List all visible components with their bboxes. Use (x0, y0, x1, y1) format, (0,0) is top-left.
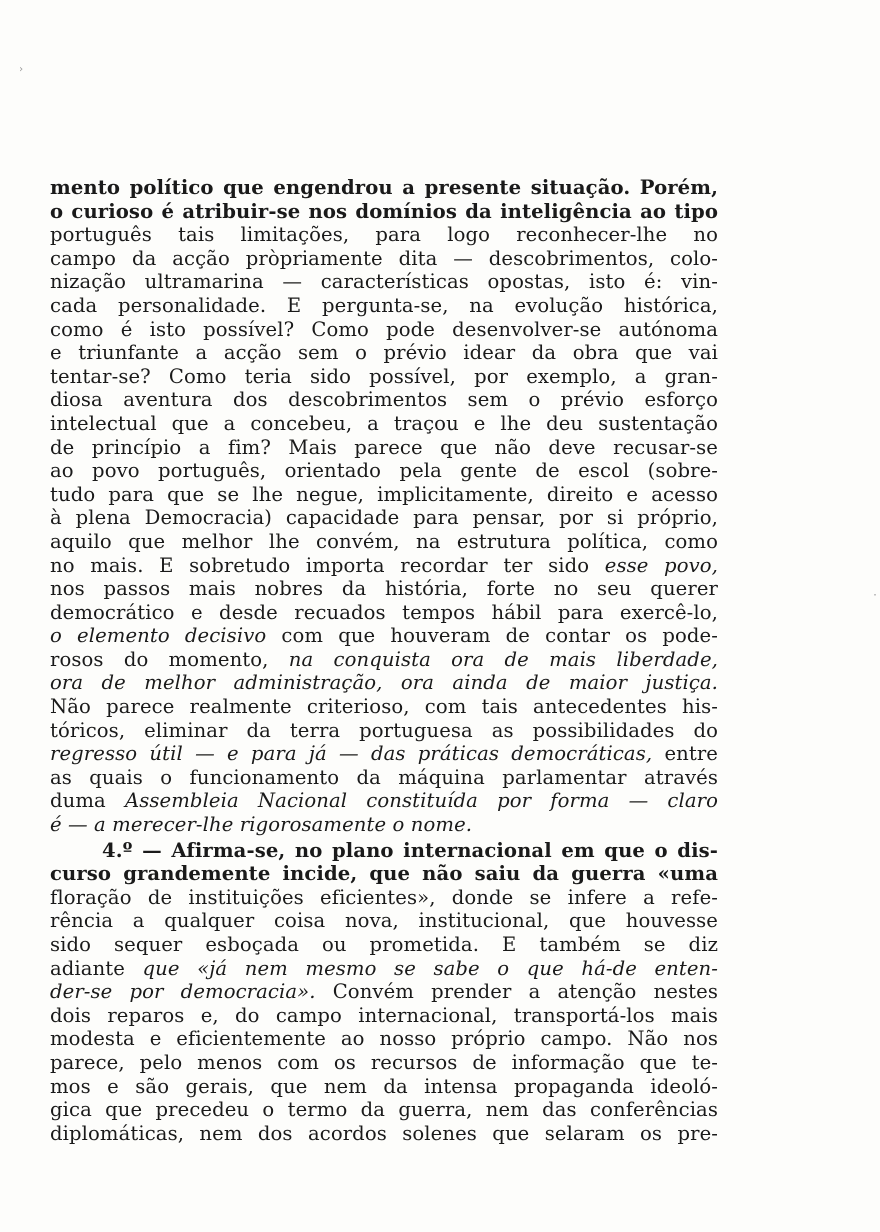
text-line: mos e são gerais, que nem da intensa propaganda ideoló- (50, 1074, 718, 1098)
text-span: com que houveram de contar os pode- (281, 624, 718, 648)
text-line: ao povo português, orientado pela gente de escol (sobre- (50, 459, 718, 483)
text-span: Convém prender a atenção nestes (332, 980, 718, 1004)
text-line: português tais limitações, para logo reconhecer-lhe no (50, 223, 718, 247)
body-text (50, 176, 718, 1145)
text-line: modesta e eficientemente ao nosso próprio campo. Não nos (50, 1027, 718, 1051)
text-line: Não parece realmente criterioso, com tais antecedentes his- (50, 695, 718, 719)
text-line: diplomáticas, nem dos acordos solenes que selaram os pre- (50, 1121, 718, 1145)
italic-span: que «já nem mesmo se sabe o que há-de enten- (142, 956, 718, 980)
text-line: campo da acção pròpriamente dita — descobrimentos, colo- (50, 246, 718, 270)
text-line: democrático e desde recuados tempos hábil para exercê-lo, (50, 600, 718, 624)
text-line: rência a qualquer coisa nova, institucional, que houvesse (50, 909, 718, 933)
text-line (50, 648, 718, 672)
text-line: intelectual que a concebeu, a traçou e lhe deu sustentação (50, 411, 718, 435)
text-line (50, 813, 718, 837)
section-number: 4.º — (102, 838, 162, 862)
text-line (50, 957, 718, 981)
text-line: curso grandemente incide, que não saiu da guerra «uma (50, 862, 718, 886)
text-line: cada personalidade. E pergunta-se, na evolução histórica, (50, 293, 718, 317)
text-line: nização ultramarina — características opostas, isto é: vin- (50, 270, 718, 294)
italic-span: der-se por democracia». (50, 980, 316, 1004)
text-line: parece, pelo menos com os recursos de informação que te- (50, 1050, 718, 1074)
text-line: dois reparos e, do campo internacional, transportá-los mais (50, 1003, 718, 1027)
text-line: sido sequer esboçada ou prometida. E também se diz (50, 933, 718, 956)
italic-span: esse povo, (604, 553, 718, 577)
text-line: e triunfante a acção sem o prévio idear da obra que vai (50, 341, 718, 365)
text-span: duma (50, 789, 106, 813)
text-line (50, 624, 718, 648)
text-line: nos passos mais nobres da história, forte no seu querer (50, 577, 718, 601)
italic-span: na conquista ora de mais liberdade, (288, 647, 718, 671)
text-line (50, 789, 718, 813)
scan-artifact-mark: · (872, 590, 879, 601)
text-line (50, 839, 718, 863)
text-line: floração de instituições eficientes», donde se infere a refe- (50, 885, 718, 909)
text-line: diosa aventura dos descobrimentos sem o prévio esforço (50, 388, 718, 412)
text-line: o curioso é atribuir-se nos domínios da inteligência ao tipo (50, 199, 718, 223)
scan-artifact-mark: › (18, 64, 25, 75)
italic-span: ora de melhor administração, ora ainda de maior justiça. (50, 671, 718, 695)
text-line (50, 671, 718, 695)
text-line: mento político que engendrou a presente situação. Porém, (50, 176, 718, 199)
text-span: entre (664, 742, 718, 766)
italic-span: regresso útil — e para já — das práticas democráticas, (50, 742, 653, 766)
text-line: tudo para que se lhe negue, implicitamente, direito e acesso (50, 482, 718, 506)
italic-span: Assembleia Nacional constituída por forma — claro (124, 789, 718, 813)
text-span: no mais. E sobretudo importa recordar ter sido (50, 553, 590, 577)
italic-span: o nome. (392, 813, 473, 837)
text-line: tóricos, eliminar da terra portuguesa as possibilidades do (50, 718, 718, 742)
text-line: as quais o funcionamento da máquina parlamentar através (50, 765, 718, 789)
text-line: como é isto possível? Como pode desenvolver-se autónoma (50, 317, 718, 341)
text-span: Afirma-se, no plano internacional em que o dis- (171, 838, 718, 862)
text-line: de princípio a fim? Mais parece que não deve recusar-se (50, 435, 718, 459)
italic-span: é — a merecer-lhe rigorosamente (50, 813, 387, 837)
text-span: rosos do momento, (50, 647, 269, 671)
text-line (50, 554, 718, 578)
text-line (50, 980, 718, 1004)
text-line (50, 742, 718, 766)
text-line: à plena Democracia) capacidade para pensar, por si próprio, (50, 506, 718, 530)
text-line: tentar-se? Como teria sido possível, por exemplo, a gran- (50, 364, 718, 388)
italic-span: o elemento decisivo (50, 624, 267, 648)
text-line: aquilo que melhor lhe convém, na estrutura política, como (50, 529, 718, 553)
text-line: gica que precedeu o termo da guerra, nem das conferências (50, 1098, 718, 1122)
text-span: adiante (50, 956, 125, 980)
